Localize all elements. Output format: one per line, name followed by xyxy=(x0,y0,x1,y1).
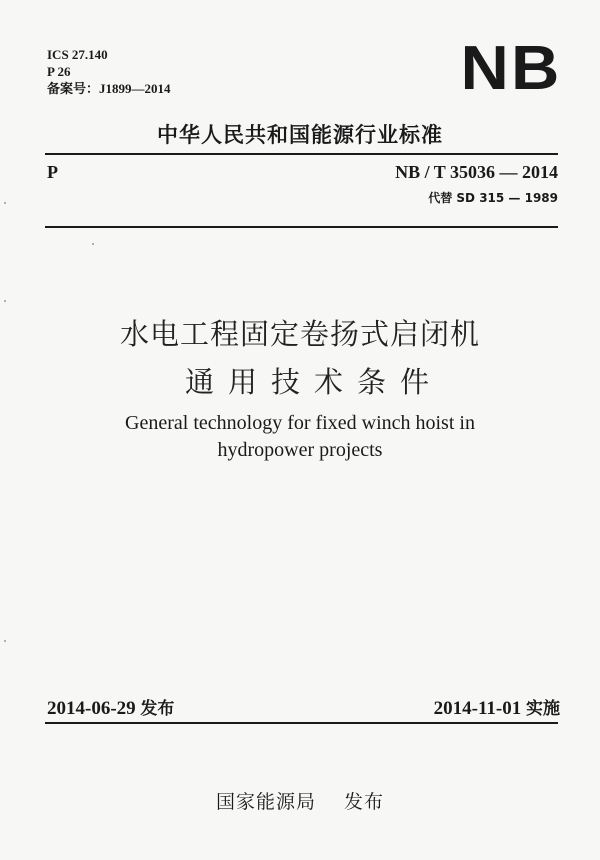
scan-speck xyxy=(4,300,6,302)
title-english-line1: General technology for fixed winch hoist in xyxy=(125,412,475,434)
issuer-action: 发布 xyxy=(344,791,385,813)
scan-speck xyxy=(92,243,94,245)
record-number: 备案号：J1899—2014 xyxy=(47,81,171,96)
replaces-standard: 代替 SD 315 — 1989 xyxy=(428,191,558,205)
issuing-standard-body: 中华人民共和国能源行业标准 xyxy=(157,123,443,147)
publish-label: 发布 xyxy=(140,699,175,719)
scan-speck xyxy=(4,202,6,204)
document-metadata xyxy=(47,46,171,97)
title-chinese-line2: 通用技术条件 xyxy=(184,365,443,399)
publish-date: 2014-06-29 xyxy=(47,698,136,719)
scan-speck xyxy=(4,640,6,642)
ics-code: ICS 27.140 xyxy=(47,47,108,62)
standard-number: NB / T 35036 — 2014 xyxy=(395,162,558,182)
classification-letter: P xyxy=(47,162,58,182)
nb-logo: NB xyxy=(460,34,562,103)
footer-divider xyxy=(45,722,558,724)
issuer-line xyxy=(0,787,600,814)
issuer-name: 国家能源局 xyxy=(215,791,316,813)
title-english-line2: hydropower projects xyxy=(217,439,383,461)
publish-date-block xyxy=(47,694,174,720)
implement-label: 实施 xyxy=(526,699,560,719)
implement-date-block xyxy=(434,694,560,720)
implement-date: 2014-11-01 xyxy=(433,698,522,719)
title-chinese-line1: 水电工程固定卷扬式启闭机 xyxy=(119,317,480,351)
title-english xyxy=(0,410,600,464)
top-divider xyxy=(45,153,558,155)
ccs-code: P 26 xyxy=(47,64,71,79)
header-divider xyxy=(45,226,558,228)
